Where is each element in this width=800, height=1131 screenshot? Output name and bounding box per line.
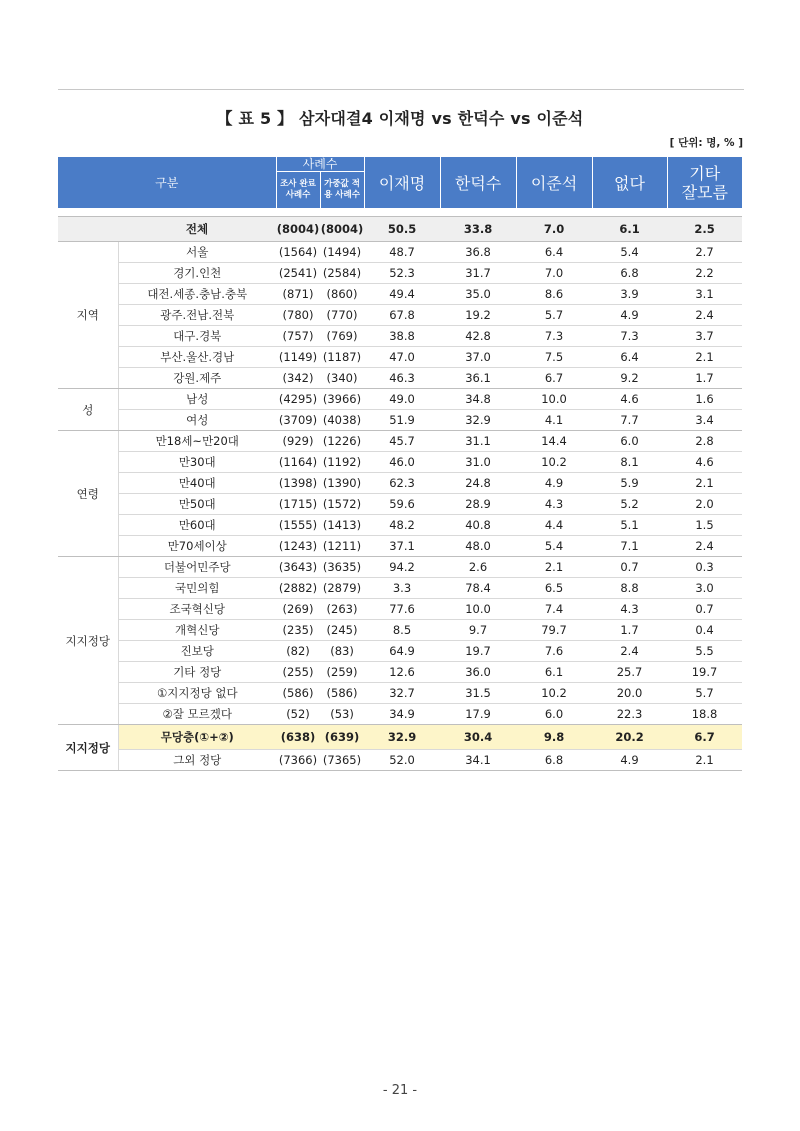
- row-n-completed: (780): [276, 305, 320, 326]
- row-value: 7.3: [516, 326, 592, 347]
- row-value: 3.7: [667, 326, 742, 347]
- row-label: 더불어민주당: [118, 557, 276, 578]
- row-value: 4.3: [516, 494, 592, 515]
- row-label: ①지지정당 없다: [118, 683, 276, 704]
- row-value: 50.5: [364, 217, 440, 242]
- row-value: 2.1: [667, 750, 742, 771]
- row-value: 7.0: [516, 263, 592, 284]
- row-value: 6.8: [592, 263, 667, 284]
- row-value: 9.2: [592, 368, 667, 389]
- row-value: 5.7: [667, 683, 742, 704]
- row-value: 5.9: [592, 473, 667, 494]
- row-value: 94.2: [364, 557, 440, 578]
- row-n-weighted: (3635): [320, 557, 364, 578]
- row-value: 31.1: [440, 431, 516, 452]
- row-n-weighted: (1413): [320, 515, 364, 536]
- row-n-weighted: (3966): [320, 389, 364, 410]
- row-value: 2.6: [440, 557, 516, 578]
- row-value: 2.4: [667, 305, 742, 326]
- table-body: [58, 217, 742, 771]
- row-value: 0.7: [592, 557, 667, 578]
- row-value: 2.4: [592, 641, 667, 662]
- row-value: 14.4: [516, 431, 592, 452]
- row-value: 33.8: [440, 217, 516, 242]
- row-n-completed: (871): [276, 284, 320, 305]
- row-n-completed: (342): [276, 368, 320, 389]
- row-label: 대전.세종.충남.충북: [118, 284, 276, 305]
- row-label: 진보당: [118, 641, 276, 662]
- table-title: 【 표 5 】 삼자대결4 이재명 vs 한덕수 vs 이준석: [216, 109, 584, 128]
- row-n-weighted: (83): [320, 641, 364, 662]
- row-value: 36.1: [440, 368, 516, 389]
- row-value: 6.7: [516, 368, 592, 389]
- row-value: 2.1: [667, 347, 742, 368]
- row-n-completed: (1398): [276, 473, 320, 494]
- row-value: 4.6: [592, 389, 667, 410]
- row-value: 6.0: [516, 704, 592, 725]
- row-n-completed: (586): [276, 683, 320, 704]
- row-value: 2.1: [516, 557, 592, 578]
- header-other: 기타 잘모름: [667, 157, 742, 208]
- row-value: 35.0: [440, 284, 516, 305]
- row-value: 6.0: [592, 431, 667, 452]
- row-n-weighted: (8004): [320, 217, 364, 242]
- row-value: 1.7: [592, 620, 667, 641]
- row-value: 17.9: [440, 704, 516, 725]
- row-label: 만70세이상: [118, 536, 276, 557]
- row-value: 4.4: [516, 515, 592, 536]
- top-rule: [58, 89, 744, 90]
- row-n-weighted: (586): [320, 683, 364, 704]
- row-n-weighted: (1211): [320, 536, 364, 557]
- row-label: 조국혁신당: [118, 599, 276, 620]
- row-value: 0.3: [667, 557, 742, 578]
- row-value: 51.9: [364, 410, 440, 431]
- row-value: 7.4: [516, 599, 592, 620]
- group-label: 연령: [58, 431, 118, 557]
- row-label: 광주.전남.전북: [118, 305, 276, 326]
- table-row: [58, 284, 742, 305]
- row-value: 7.6: [516, 641, 592, 662]
- row-label: 무당층(①+②): [118, 725, 276, 750]
- row-value: 64.9: [364, 641, 440, 662]
- row-value: 5.4: [592, 242, 667, 263]
- row-label: 그외 정당: [118, 750, 276, 771]
- row-value: 10.0: [516, 389, 592, 410]
- group-label: 지지정당: [58, 557, 118, 725]
- row-value: 45.7: [364, 431, 440, 452]
- row-value: 31.5: [440, 683, 516, 704]
- row-value: 1.6: [667, 389, 742, 410]
- row-value: 6.4: [592, 347, 667, 368]
- row-label: 만30대: [118, 452, 276, 473]
- row-n-weighted: (1226): [320, 431, 364, 452]
- table-row: [58, 326, 742, 347]
- table-row: [58, 473, 742, 494]
- row-label: 기타 정당: [118, 662, 276, 683]
- row-value: 0.4: [667, 620, 742, 641]
- header-sample-title: 사례수: [277, 157, 364, 172]
- row-value: 10.0: [440, 599, 516, 620]
- row-value: 6.1: [592, 217, 667, 242]
- row-n-weighted: (53): [320, 704, 364, 725]
- table-row: [58, 704, 742, 725]
- row-label: 국민의힘: [118, 578, 276, 599]
- row-value: 79.7: [516, 620, 592, 641]
- row-value: 8.1: [592, 452, 667, 473]
- row-n-completed: (1149): [276, 347, 320, 368]
- table-row: [58, 410, 742, 431]
- row-n-weighted: (259): [320, 662, 364, 683]
- header-sample-group: [276, 157, 364, 208]
- row-label: 만40대: [118, 473, 276, 494]
- row-n-weighted: (245): [320, 620, 364, 641]
- table-row: [58, 242, 742, 263]
- table-row: [58, 725, 742, 750]
- row-value: 7.0: [516, 217, 592, 242]
- row-value: 6.8: [516, 750, 592, 771]
- row-value: 3.0: [667, 578, 742, 599]
- row-value: 42.8: [440, 326, 516, 347]
- header-sample-weighted: 가중값 적용 사례수: [324, 179, 360, 200]
- table-row: [58, 389, 742, 410]
- row-value: 1.5: [667, 515, 742, 536]
- row-value: 22.3: [592, 704, 667, 725]
- row-value: 1.7: [667, 368, 742, 389]
- row-n-weighted: (2879): [320, 578, 364, 599]
- row-value: 2.4: [667, 536, 742, 557]
- row-n-completed: (1243): [276, 536, 320, 557]
- unit-label: [ 단위: 명, % ]: [669, 137, 743, 149]
- row-value: 4.3: [592, 599, 667, 620]
- table-row: [58, 578, 742, 599]
- row-value: 2.7: [667, 242, 742, 263]
- row-n-weighted: (860): [320, 284, 364, 305]
- row-n-completed: (235): [276, 620, 320, 641]
- row-label: 경기.인천: [118, 263, 276, 284]
- row-n-completed: (757): [276, 326, 320, 347]
- row-value: 6.7: [667, 725, 742, 750]
- row-value: 5.1: [592, 515, 667, 536]
- row-value: 9.7: [440, 620, 516, 641]
- row-n-completed: (2882): [276, 578, 320, 599]
- row-label: 만60대: [118, 515, 276, 536]
- row-value: 7.1: [592, 536, 667, 557]
- row-value: 2.0: [667, 494, 742, 515]
- row-value: 19.2: [440, 305, 516, 326]
- row-label: 부산.울산.경남: [118, 347, 276, 368]
- row-n-completed: (1715): [276, 494, 320, 515]
- row-value: 36.0: [440, 662, 516, 683]
- row-n-completed: (1564): [276, 242, 320, 263]
- row-n-weighted: (1187): [320, 347, 364, 368]
- row-value: 37.0: [440, 347, 516, 368]
- row-n-completed: (82): [276, 641, 320, 662]
- row-value: 4.9: [516, 473, 592, 494]
- row-value: 8.8: [592, 578, 667, 599]
- row-label: 전체: [118, 217, 276, 242]
- row-value: 3.1: [667, 284, 742, 305]
- row-value: 2.1: [667, 473, 742, 494]
- group-label: 성: [58, 389, 118, 431]
- row-value: 30.4: [440, 725, 516, 750]
- row-n-weighted: (770): [320, 305, 364, 326]
- row-value: 7.5: [516, 347, 592, 368]
- row-value: 59.6: [364, 494, 440, 515]
- row-value: 24.8: [440, 473, 516, 494]
- table-row: [58, 263, 742, 284]
- row-value: 2.8: [667, 431, 742, 452]
- row-n-completed: (1555): [276, 515, 320, 536]
- row-value: 3.4: [667, 410, 742, 431]
- row-value: 4.9: [592, 750, 667, 771]
- row-value: 8.5: [364, 620, 440, 641]
- table-row-total: [58, 217, 742, 242]
- row-n-completed: (2541): [276, 263, 320, 284]
- header-none: 없다: [592, 157, 667, 208]
- row-n-weighted: (340): [320, 368, 364, 389]
- row-n-completed: (52): [276, 704, 320, 725]
- table-row: [58, 557, 742, 578]
- row-value: 5.7: [516, 305, 592, 326]
- row-n-weighted: (2584): [320, 263, 364, 284]
- row-value: 8.6: [516, 284, 592, 305]
- row-value: 67.8: [364, 305, 440, 326]
- row-value: 52.3: [364, 263, 440, 284]
- header-candidate-3: 이준석: [516, 157, 592, 208]
- row-value: 12.6: [364, 662, 440, 683]
- row-n-completed: (3643): [276, 557, 320, 578]
- row-n-weighted: (4038): [320, 410, 364, 431]
- row-value: 7.3: [592, 326, 667, 347]
- row-n-completed: (255): [276, 662, 320, 683]
- row-label: 개혁신당: [118, 620, 276, 641]
- row-value: 31.0: [440, 452, 516, 473]
- row-n-weighted: (263): [320, 599, 364, 620]
- table-row: [58, 599, 742, 620]
- table-row: [58, 368, 742, 389]
- row-n-weighted: (639): [320, 725, 364, 750]
- row-value: 36.8: [440, 242, 516, 263]
- row-value: 20.0: [592, 683, 667, 704]
- table-row: [58, 305, 742, 326]
- row-value: 31.7: [440, 263, 516, 284]
- row-value: 32.9: [364, 725, 440, 750]
- header-sample-done: 조사 완료 사례수: [277, 172, 321, 208]
- row-value: 19.7: [440, 641, 516, 662]
- row-value: 34.1: [440, 750, 516, 771]
- results-table: [58, 157, 742, 771]
- row-value: 32.9: [440, 410, 516, 431]
- row-value: 78.4: [440, 578, 516, 599]
- row-value: 4.6: [667, 452, 742, 473]
- row-n-weighted: (1390): [320, 473, 364, 494]
- row-value: 46.3: [364, 368, 440, 389]
- row-value: 10.2: [516, 683, 592, 704]
- row-label: 서울: [118, 242, 276, 263]
- row-n-completed: (929): [276, 431, 320, 452]
- row-value: 38.8: [364, 326, 440, 347]
- row-value: 28.9: [440, 494, 516, 515]
- row-value: 48.0: [440, 536, 516, 557]
- row-value: 0.7: [667, 599, 742, 620]
- table-row: [58, 750, 742, 771]
- row-value: 3.3: [364, 578, 440, 599]
- header-candidate-2: 한덕수: [440, 157, 516, 208]
- table-row: [58, 536, 742, 557]
- row-value: 7.7: [592, 410, 667, 431]
- row-n-completed: (4295): [276, 389, 320, 410]
- row-n-weighted: (769): [320, 326, 364, 347]
- table-row: [58, 494, 742, 515]
- row-n-completed: (3709): [276, 410, 320, 431]
- row-n-weighted: (1572): [320, 494, 364, 515]
- row-label: 만50대: [118, 494, 276, 515]
- row-value: 34.9: [364, 704, 440, 725]
- table-row: [58, 662, 742, 683]
- row-value: 3.9: [592, 284, 667, 305]
- row-value: 4.9: [592, 305, 667, 326]
- row-value: 47.0: [364, 347, 440, 368]
- row-label: 여성: [118, 410, 276, 431]
- table-row: [58, 431, 742, 452]
- row-n-weighted: (1192): [320, 452, 364, 473]
- header-candidate-1: 이재명: [364, 157, 440, 208]
- row-label: ②잘 모르겠다: [118, 704, 276, 725]
- table-row: [58, 347, 742, 368]
- row-value: 6.4: [516, 242, 592, 263]
- table-row: [58, 620, 742, 641]
- row-n-completed: (1164): [276, 452, 320, 473]
- header-category: 구분: [58, 157, 276, 208]
- row-value: 32.7: [364, 683, 440, 704]
- row-value: 25.7: [592, 662, 667, 683]
- row-value: 6.1: [516, 662, 592, 683]
- group-label: 지지정당: [58, 725, 118, 771]
- row-value: 48.7: [364, 242, 440, 263]
- row-label: 남성: [118, 389, 276, 410]
- row-label: 강원.제주: [118, 368, 276, 389]
- row-n-weighted: (1494): [320, 242, 364, 263]
- row-value: 34.8: [440, 389, 516, 410]
- row-n-completed: (269): [276, 599, 320, 620]
- row-label: 만18세~만20대: [118, 431, 276, 452]
- row-value: 4.1: [516, 410, 592, 431]
- row-n-weighted: (7365): [320, 750, 364, 771]
- table-row: [58, 515, 742, 536]
- row-value: 77.6: [364, 599, 440, 620]
- table-row: [58, 452, 742, 473]
- row-value: 49.0: [364, 389, 440, 410]
- row-value: 19.7: [667, 662, 742, 683]
- row-value: 5.4: [516, 536, 592, 557]
- row-value: 46.0: [364, 452, 440, 473]
- table-row: [58, 683, 742, 704]
- row-label: 대구.경북: [118, 326, 276, 347]
- row-value: 9.8: [516, 725, 592, 750]
- row-value: 5.5: [667, 641, 742, 662]
- row-value: 20.2: [592, 725, 667, 750]
- row-n-completed: (8004): [276, 217, 320, 242]
- row-n-completed: (638): [276, 725, 320, 750]
- row-n-completed: (7366): [276, 750, 320, 771]
- table-row: [58, 641, 742, 662]
- page-number: - 21 -: [382, 1083, 418, 1098]
- row-value: 18.8: [667, 704, 742, 725]
- row-value: 2.5: [667, 217, 742, 242]
- row-value: 10.2: [516, 452, 592, 473]
- row-value: 62.3: [364, 473, 440, 494]
- group-label: 지역: [58, 242, 118, 389]
- row-value: 37.1: [364, 536, 440, 557]
- row-value: 5.2: [592, 494, 667, 515]
- row-value: 6.5: [516, 578, 592, 599]
- row-value: 49.4: [364, 284, 440, 305]
- row-value: 48.2: [364, 515, 440, 536]
- row-value: 52.0: [364, 750, 440, 771]
- row-value: 2.2: [667, 263, 742, 284]
- row-value: 40.8: [440, 515, 516, 536]
